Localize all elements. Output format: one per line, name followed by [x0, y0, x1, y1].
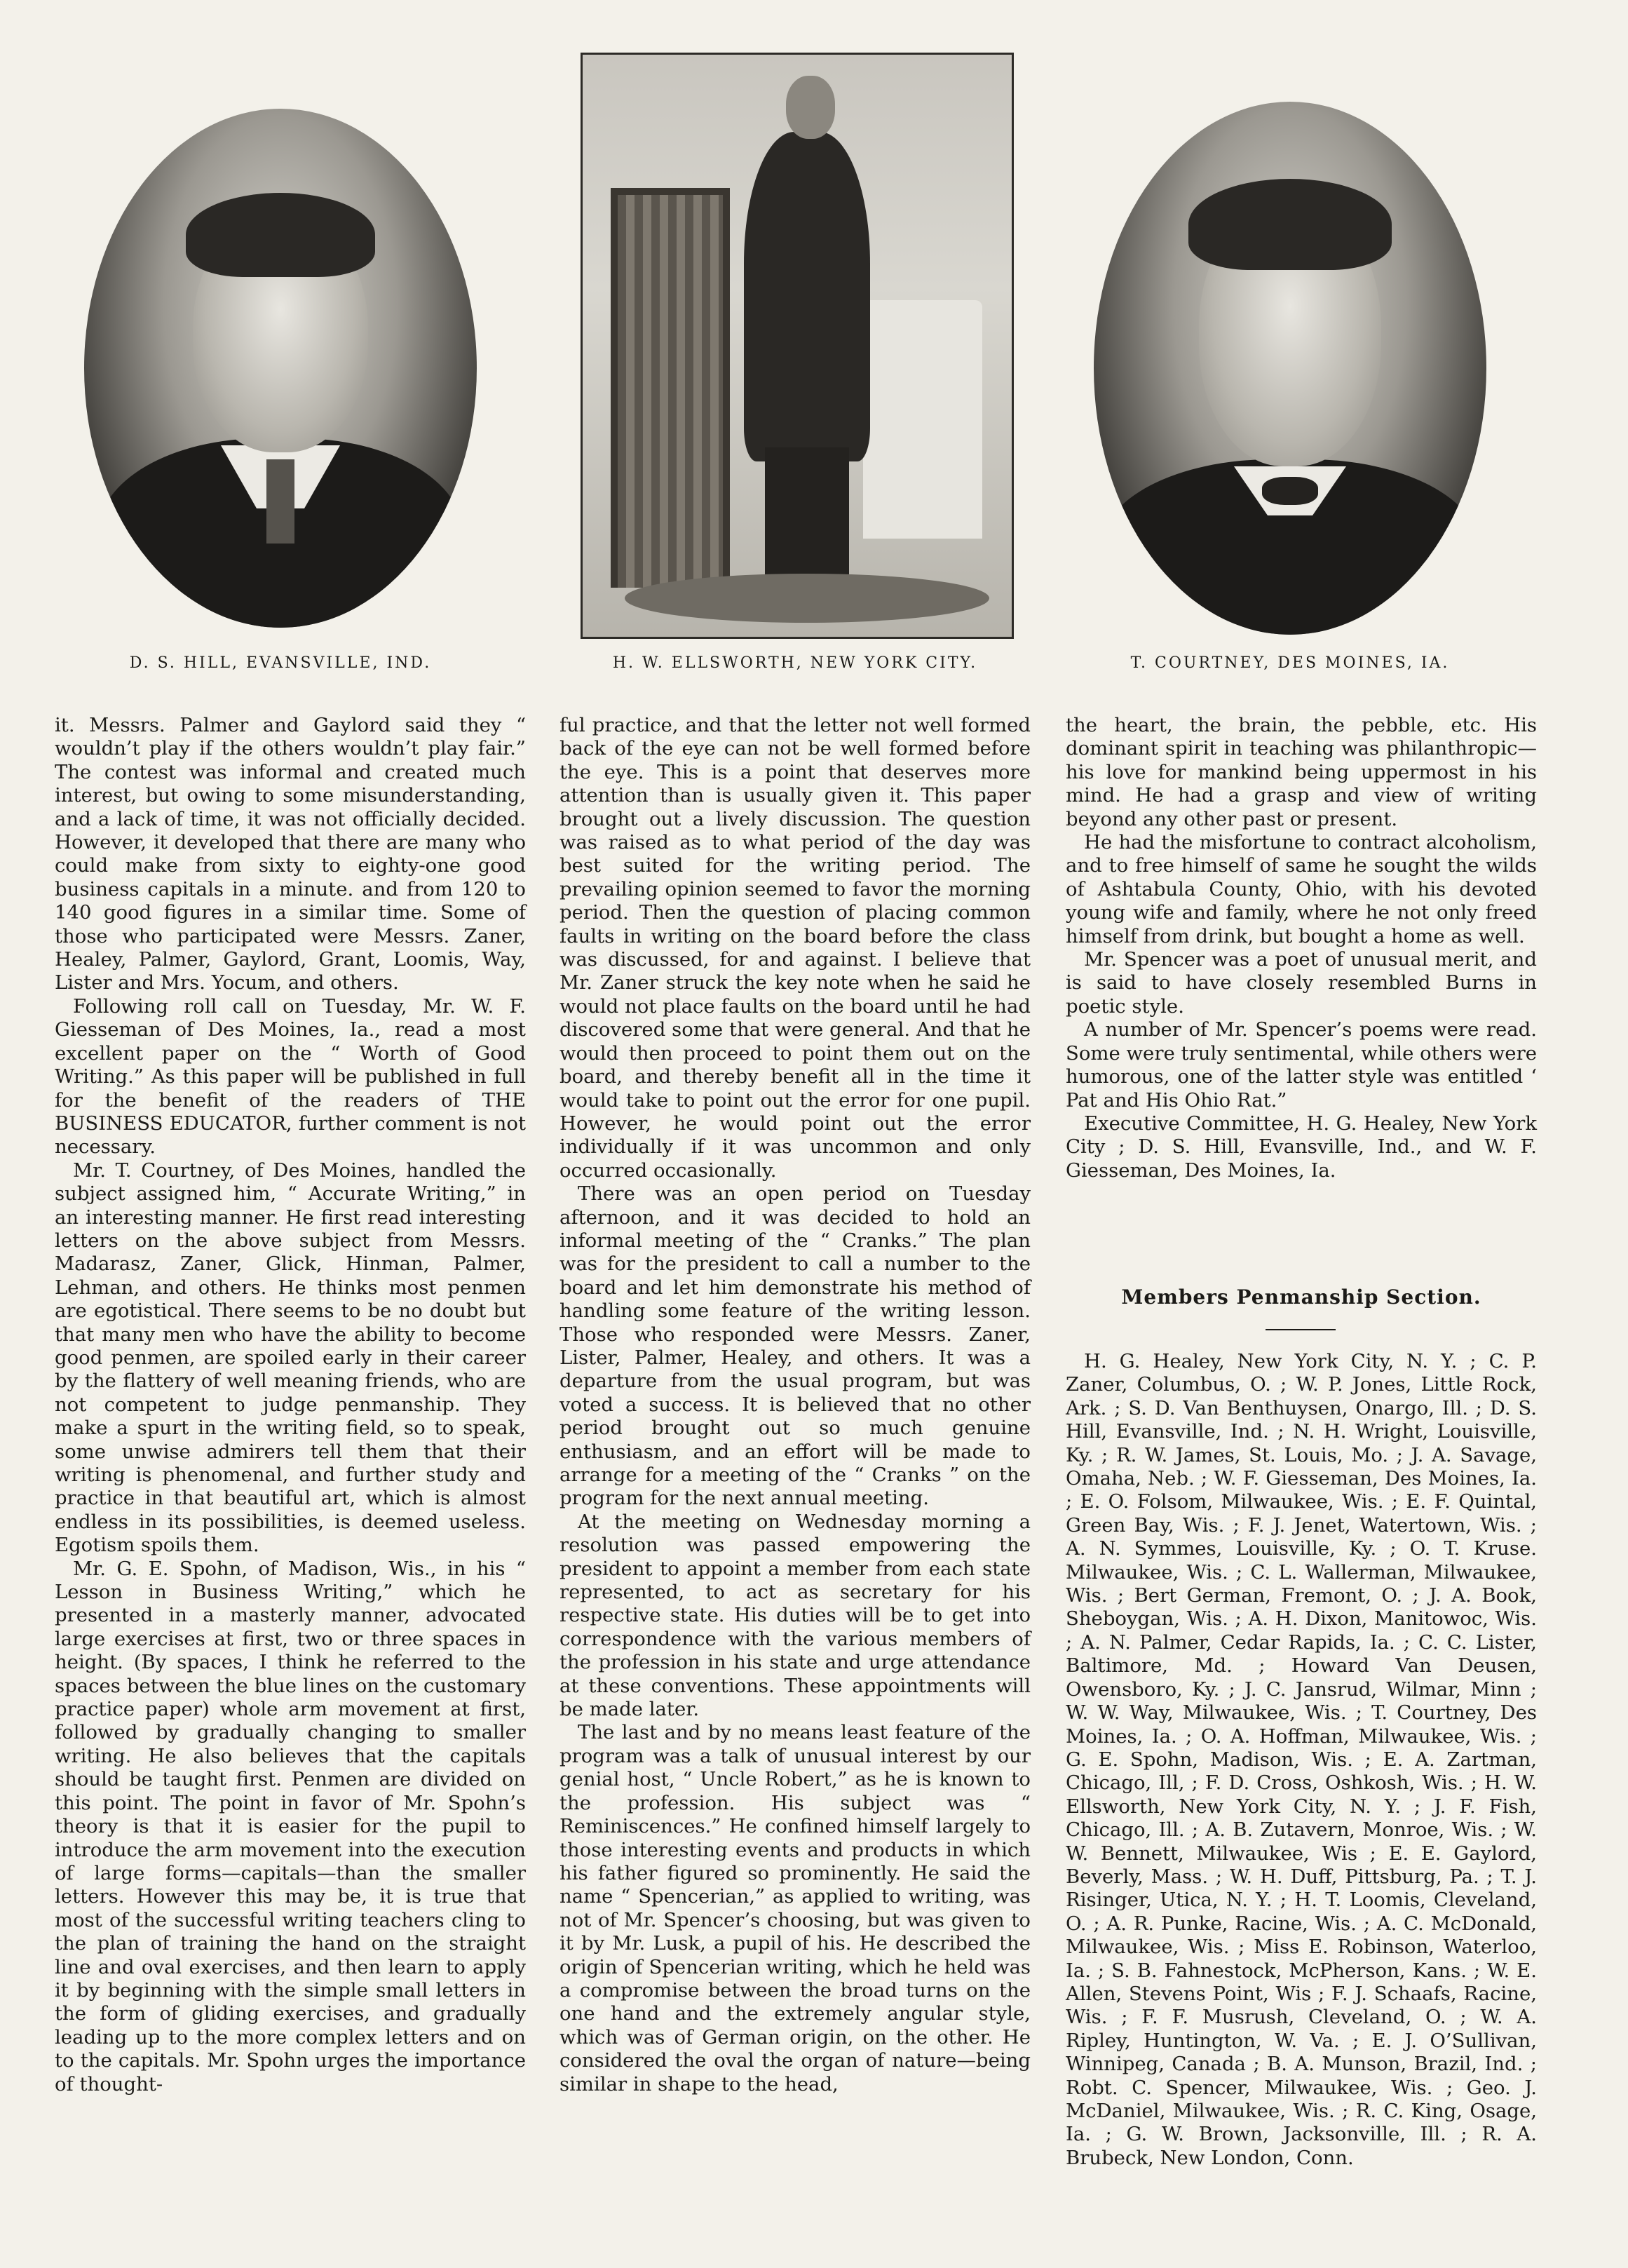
paragraph: Mr. Spencer was a poet of unusual merit, and is said to have closely resembled Burns in poetic style. — [1066, 948, 1537, 1018]
portrait-photo-courtney — [1094, 102, 1486, 635]
paragraph: it. Messrs. Palmer and Gaylord said they “ wouldn’t play if the others wouldn’t play fair.” The contest was informal and created much interest, but owing to some misunderstanding, and a lack of time, it was not officially decided. However, it developed that there are many who could make from sixty to eighty-one good business capitals in a minute. and from 120 to 140 good figures in a similar time. Some of those who participated were Messrs. Zaner, Healey, Palmer, Gaylord, Grant, Loomis, Way, Lister and Mrs. Yocum, and others. — [55, 714, 526, 994]
text-column-center — [559, 714, 1031, 2096]
paragraph: Executive Committee, H. G. Healey, New York City ; D. S. Hill, Evansville, Ind., and W. F. Giesseman, Des Moines, Ia. — [1066, 1112, 1537, 1182]
members-list: H. G. Healey, New York City, N. Y. ; C. P. Zaner, Columbus, O. ; W. P. Jones, Little Rock, Ark. ; S. D. Van Benthuysen, Onargo, Ill. ; D. S. Hill, Evansville, Ind. ; N. H. Wright, Louisville, Ky. ; R. W. James, St. Louis, Mo. ; J. A. Savage, Omaha, Neb. ; W. F. Giesseman, Des Moines, Ia. ; E. O. Folsom, Milwaukee, Wis. ; E. F. Quintal, Green Bay, Wis. ; F. J. Jenet, Watertown, Wis. ; A. N. Symmes, Louisville, Ky. ; O. T. Kruse. Milwaukee, Wis. ; C. L. Wallerman, Milwaukee, Wis. ; Bert German, Fremont, O. ; J. A. Book, Sheboygan, Wis. ; A. H. Dixon, Manitowoc, Wis. ; A. N. Palmer, Cedar Rapids, Ia. ; C. C. Lister, Baltimore, Md. ; Howard Van Deusen, Owensboro, Ky. ; J. C. Jansrud, Wilmar, Minn ; W. W. Way, Milwaukee, Wis. ; T. Courtney, Des Moines, Ia. ; O. A. Hoffman, Milwaukee, Wis. ; G. E. Spohn, Madison, Wis. ; E. A. Zartman, Chicago, Ill, ; F. D. Cross, Oshkosh, Wis. ; H. W. Ellsworth, New York City, N. Y. ; J. F. Fish, Chicago, Ill. ; A. B. Zutavern, Monroe, Wis. ; W. W. Bennett, Milwaukee, Wis ; E. E. Gaylord, Beverly, Mass. ; W. H. Duff, Pittsburg, Pa. ; T. J. Risinger, Utica, N. Y. ; H. T. Loomis, Cleveland, O. ; A. R. Punke, Racine, Wis. ; A. C. McDonald, Milwaukee, Wis. ; Miss E. Robinson, Waterloo, Ia. ; S. B. Fahnestock, McPherson, Kans. ; W. E. Allen, Stevens Point, Wis ; F. J. Schaafs, Racine, Wis. ; F. F. Musrush, Cleveland, O. ; W. A. Ripley, Huntington, W. Va. ; E. J. O’Sullivan, Winnipeg, Canada ; B. A. Munson, Brazil, Ind. ; Robt. C. Spencer, Milwaukee, Wis. ; Geo. J. McDaniel, Milwaukee, Wis. ; R. C. King, Osage, Ia. ; G. W. Brown, Jacksonville, Ill. ; R. A. Brubeck, New London, Conn. — [1066, 1350, 1537, 2169]
paragraph: ful practice, and that the letter not well formed back of the eye can not be well formed before the eye. This is a point that deserves more attention than is usually given it. This paper brought out a lively discussion. The question was raised as to what period of the day was best suited for the writing period. The prevailing opinion seemed to favor the morning period. Then the question of placing common faults in writing on the board before the class was discussed, for and against. I believe that Mr. Zaner struck the key note when he said he would not place faults on the board until he had discovered some that were general. And that he would then proceed to point them out on the board, and thereby benefit all in the time it would take to point out the error for one pupil. However, he would point out the error individually if it was uncommon and only occurred occasionally. — [559, 714, 1031, 1182]
paragraph: The last and by no means least feature of the program was a talk of unusual interest by our genial host, “ Uncle Robert,” as he is known to the profession. His subject was “ Reminiscences.” He confined himself largely to those interesting events and products in which his father figured so prominently. He said the name “ Spencerian,” as applied to writing, was not of Mr. Spencer’s choosing, but was given to it by Mr. Lusk, a pupil of his. He described the origin of Spencerian writing, which he held was a compromise between the broad turns on the one hand and the extremely angular style, which was of German origin, on the other. He considered the oval the organ of nature—being similar in shape to the head, — [559, 1721, 1031, 2095]
paragraph: Mr. T. Courtney, of Des Moines, handled the subject assigned him, “ Accurate Writing,” in an interesting manner. He first read interesting letters on the above subject from Messrs. Madarasz, Zaner, Glick, Hinman, Palmer, Lehman, and others. He thinks most penmen are egotistical. There seems to be no doubt but that many men who have the ability to become good penmen, are spoiled early in their career by the flattery of well meaning friends, who are not competent to judge penmanship. They make a spurt in the writing field, so to speak, some unwise admirers tell them that their writing is phenomenal, and further study and practice in that beautiful art, which is almost endless in its possibilities, is deemed useless. Egotism spoils them. — [55, 1159, 526, 1557]
photo-row — [0, 53, 1628, 684]
section-heading: Members Penmanship Section. — [1121, 1285, 1481, 1309]
paragraph: A number of Mr. Spencer’s poems were read. Some were truly sentimental, while others were humorous, one of the latter style was entitled ‘ Pat and His Ohio Rat.” — [1066, 1018, 1537, 1112]
section-divider — [1266, 1329, 1336, 1330]
text-column-right — [1066, 714, 1537, 1182]
paragraph: the heart, the brain, the pebble, etc. His dominant spirit in teaching was philanthropic—his love for mankind being uppermost in his mind. He had a grasp and view of writing beyond any other past or present. — [1066, 714, 1537, 830]
paragraph: Mr. G. E. Spohn, of Madison, Wis., in his “ Lesson in Business Writing,” which he presented in a masterly manner, advocated large exercises at first, two or three spaces in height. (By spaces, I think he referred to the spaces between the blue lines on the customary practice paper) whole arm movement at first, followed by gradually changing to smaller writing. He also believes that the capitals should be taught first. Penmen are divided on this point. The point in favor of Mr. Spohn’s theory is that it is easier for the pupil to introduce the arm movement into the execution of large forms—capitals—than the smaller letters. However this may be, it is true that most of the successful writing teachers cling to the plan of training the hand on the straight line and oval exercises, and then learn to apply it by beginning with the simple small letters in the form of gliding exercises, and gradually leading up to the more complex letters and on to the capitals. Mr. Spohn urges the importance of thought- — [55, 1557, 526, 2095]
paragraph: There was an open period on Tuesday afternoon, and it was decided to hold an informal meeting of the “ Cranks.” The plan was for the president to call a number to the board and let him demonstrate his method of handling some feature of the writing lesson. Those who responded were Messrs. Zaner, Lister, Palmer, Healey, and others. It was a departure from the usual program, but was voted a success. It is believed that no other period brought out so much genuine enthusiasm, and an effort will be made to arrange for a meeting of the “ Cranks ” on the program for the next annual meeting. — [559, 1182, 1031, 1510]
paragraph: At the meeting on Wednesday morning a resolution was passed empowering the president to appoint a member from each state represented, to act as secretary for his respective state. His duties will be to get into correspondence with the various members of the profession in his state and urge attendance at these conventions. These appointments will be made later. — [559, 1510, 1031, 1721]
paragraph: He had the misfortune to contract alcoholism, and to free himself of same he sought the wilds of Ashtabula County, Ohio, with his devoted young wife and family, where he not only freed himself from drink, but bought a home as well. — [1066, 831, 1537, 947]
photo-caption-right: T. COURTNEY, DES MOINES, IA. — [1130, 654, 1450, 672]
photo-caption-center: H. W. ELLSWORTH, NEW YORK CITY. — [612, 654, 978, 672]
standing-man-photo — [581, 53, 1014, 639]
paragraph: Following roll call on Tuesday, Mr. W. F. Giesseman of Des Moines, Ia., read a most excellent paper on the “ Worth of Good Writing.” As this paper will be published in full for the benefit of the readers of THE BUSINESS EDUCATOR, further comment is not necessary. — [55, 994, 526, 1159]
text-column-left — [55, 714, 526, 2096]
photo-caption-left: D. S. HILL, EVANSVILLE, IND. — [129, 654, 432, 672]
portrait-photo-hill — [84, 109, 477, 628]
